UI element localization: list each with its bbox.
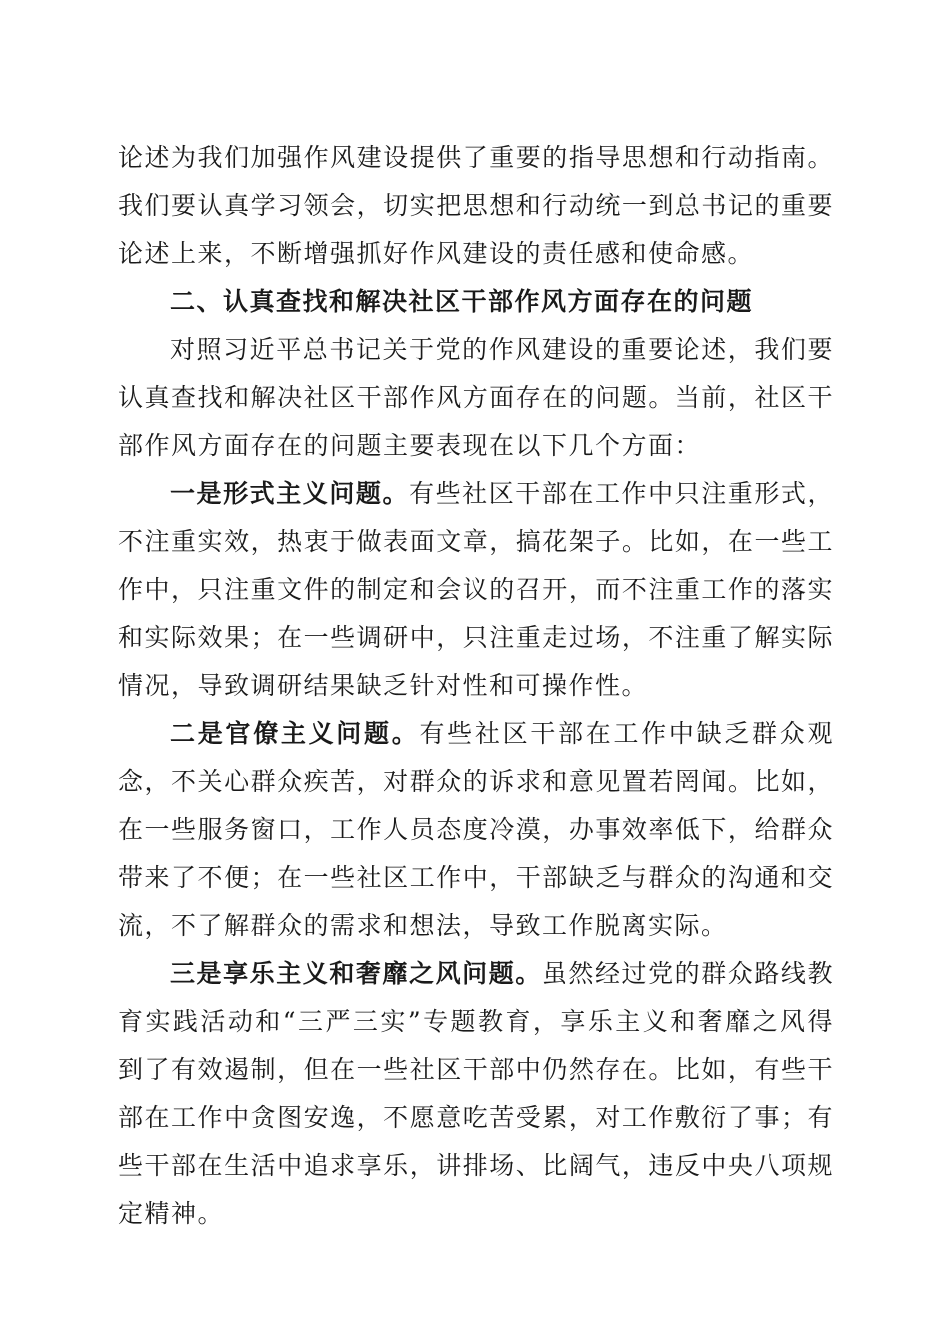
point-paragraph-1 [118,470,834,710]
point-lead: 一是形式主义问题。 [170,479,410,508]
intro-paragraph: 对照习近平总书记关于党的作风建设的重要论述，我们要认真查找和解决社区干部作风方面存在的问题。当前，社区干部作风方面存在的问题主要表现在以下几个方面： [118,335,834,460]
point-text: 虽然经过党的群众路线教育实践活动和“三严三实”专题教育，享乐主义和奢靡之风得到了有效遏制，但在一些社区干部中仍然存在。比如，有些干部在工作中贪图安逸，不愿意吃苦受累，对工作敷衍了事；有些干部在生活中追求享乐，讲排场、比阔气，违反中央八项规定精神。 [118,959,834,1228]
document-page [118,134,834,1238]
continued-paragraph: 论述为我们加强作风建设提供了重要的指导思想和行动指南。我们要认真学习领会，切实把思想和行动统一到总书记的重要论述上来，不断增强抓好作风建设的责任感和使命感。 [118,143,834,268]
point-text: 有些社区干部在工作中只注重形式，不注重实效，热衷于做表面文章，搞花架子。比如，在一些工作中，只注重文件的制定和会议的召开，而不注重工作的落实和实际效果；在一些调研中，只注重走过场，不注重了解实际情况，导致调研结果缺乏针对性和可操作性。 [118,479,834,700]
point-lead: 三是享乐主义和奢靡之风问题。 [170,959,542,988]
point-paragraph-3 [118,950,834,1238]
point-text: 有些社区干部在工作中缺乏群众观念，不关心群众疾苦，对群众的诉求和意见置若罔闻。比如，在一些服务窗口，工作人员态度冷漠，办事效率低下，给群众带来了不便；在一些社区工作中，干部缺乏与群众的沟通和交流，不了解群众的需求和想法，导致工作脱离实际。 [118,719,834,940]
point-paragraph-2 [118,710,834,950]
point-lead: 二是官僚主义问题。 [170,719,420,748]
section-heading: 二、认真查找和解决社区干部作风方面存在的问题 [170,287,754,316]
